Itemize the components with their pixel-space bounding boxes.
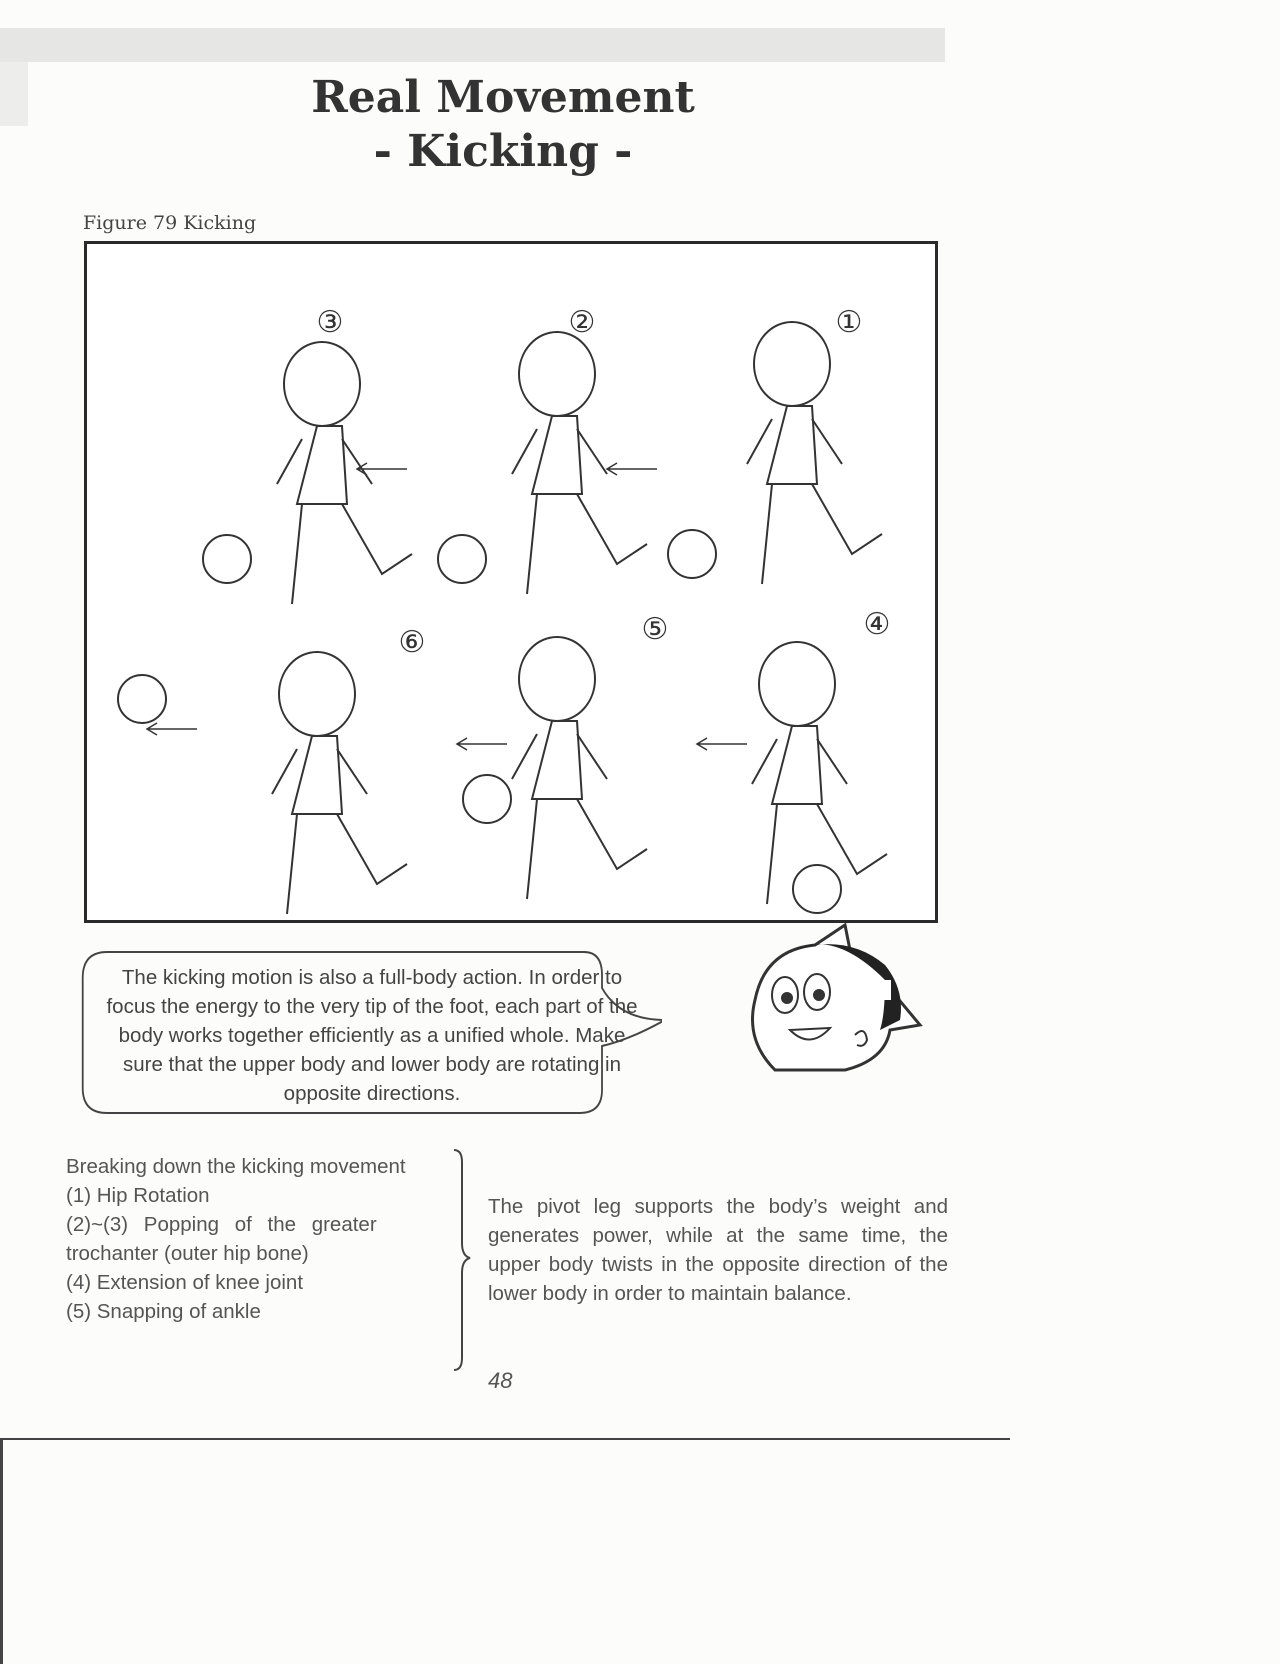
breakdown-heading: Breaking down the kicking movement	[66, 1155, 406, 1178]
page-edge-line-left	[0, 1438, 3, 1664]
kicking-step-figure	[277, 342, 412, 604]
kicking-breakdown-list	[66, 1152, 454, 1326]
scan-gray-band	[0, 28, 945, 62]
arrow-left-icon	[457, 738, 507, 750]
step-number-label: ⑥	[398, 626, 426, 659]
explanation-paragraph: The pivot leg supports the body’s weight and generates power, while at the same time, the upper body twists in the opposite direction of the lower body in order to maintain balance.	[488, 1195, 948, 1305]
kicking-step-figure	[272, 652, 407, 914]
ball	[118, 675, 166, 723]
step-number-label: ②	[568, 306, 596, 339]
step-number-label: ⑤	[641, 613, 669, 646]
page-title: Real Movement	[311, 72, 695, 123]
kicking-step-figure	[747, 322, 882, 584]
curly-brace	[450, 1148, 480, 1378]
ball	[668, 530, 716, 578]
arrow-left-icon	[697, 738, 747, 750]
page-number: 48	[488, 1368, 513, 1393]
page-subtitle: - Kicking -	[373, 126, 633, 177]
speech-bubble-text: The kicking motion is also a full-body action. In order to focus the energy to the very tip of the foot, each part of the body works together efficiently as a unified whole. Make sure that the upper body and lower body are rotating in opposite directions.	[106, 966, 638, 1105]
step-number-label: ④	[863, 608, 891, 641]
astro-boy-character-icon	[735, 920, 925, 1090]
ball	[438, 535, 486, 583]
kicking-figure	[84, 241, 938, 923]
figure-caption: Figure 79 Kicking	[83, 212, 257, 234]
arrow-left-icon	[147, 723, 197, 735]
breakdown-item: (1) Hip Rotation	[66, 1184, 210, 1207]
arrow-left-icon	[357, 463, 407, 475]
breakdown-item: trochanter (outer hip bone)	[66, 1242, 309, 1265]
ball	[463, 775, 511, 823]
step-number-label: ①	[835, 306, 863, 339]
ball	[793, 865, 841, 913]
breakdown-item: (2)~(3) Popping of the greater	[66, 1213, 377, 1236]
kicking-step-figure	[512, 637, 647, 899]
breakdown-item: (4) Extension of knee joint	[66, 1271, 304, 1294]
arrow-left-icon	[607, 463, 657, 475]
step-number-label: ③	[316, 306, 344, 339]
ball	[203, 535, 251, 583]
page-edge-line	[0, 1438, 1010, 1440]
kicking-step-figure	[512, 332, 647, 594]
breakdown-item: (5) Snapping of ankle	[66, 1300, 261, 1323]
kicking-illustration	[87, 244, 935, 920]
